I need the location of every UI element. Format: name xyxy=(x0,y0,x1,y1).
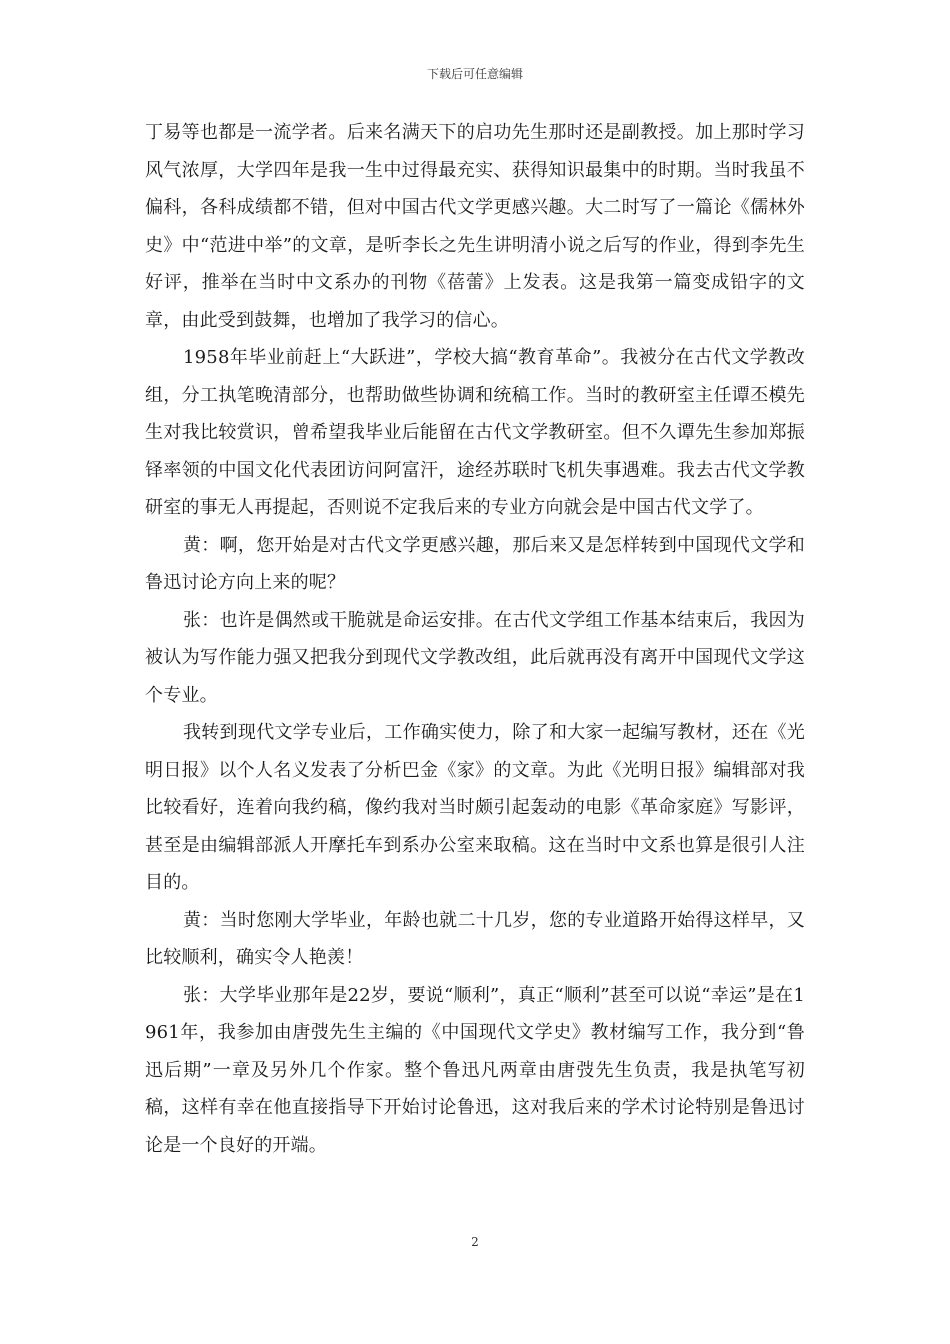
paragraph-5: 我转到现代文学专业后，工作确实使力，除了和大家一起编写教材，还在《光明日报》以个人名义发表了分析巴金《家》的文章。为此《光明日报》编辑部对我比较看好，连着向我约稿，像约我对当时颇引起轰动的电影《革命家庭》写影评，甚至是由编辑部派人开摩托车到系办公室来取稿。这在当时中文系也算是很引人注目的。 xyxy=(145,722,805,893)
paragraph-2: 1958年毕业前赶上“大跃进”，学校大搞“教育革命”。我被分在古代文学教改组，分工执笔晚清部分，也帮助做些协调和统稿工作。当时的教研室主任谭丕模先生对我比较赏识，曾希望我毕业后能留在古代文学教研室。但不久谭先生参加郑振铎率领的中国文化代表团访问阿富汗，途经苏联时飞机失事遇难。我去古代文学教研室的事无人再提起，否则说不定我后来的专业方向就会是中国古代文学了。 xyxy=(145,347,805,518)
document-body xyxy=(145,114,805,1164)
paragraph-4: 张：也许是偶然或干脆就是命运安排。在古代文学组工作基本结束后，我因为被认为写作能力强又把我分到现代文学教改组，此后就再没有离开中国现代文学这个专业。 xyxy=(145,609,805,706)
paragraph-1: 丁易等也都是一流学者。后来名满天下的启功先生那时还是副教授。加上那时学习风气浓厚，大学四年是我一生中过得最充实、获得知识最集中的时期。当时我虽不偏科，各科成绩都不错，但对中国古代文学更感兴趣。大二时写了一篇论《儒林外史》中“范进中举”的文章，是听李长之先生讲明清小说之后写的作业，得到李先生好评，推举在当时中文系办的刊物《蓓蕾》上发表。这是我第一篇变成铅字的文章，由此受到鼓舞，也增加了我学习的信心。 xyxy=(145,122,805,331)
paragraph-3: 黄：啊，您开始是对古代文学更感兴趣，那后来又是怎样转到中国现代文学和鲁迅讨论方向上来的呢？ xyxy=(145,534,805,593)
page-number: 2 xyxy=(471,1235,479,1249)
paragraph-7: 张：大学毕业那年是22岁，要说“顺利”，真正“顺利”甚至可以说“幸运”是在1961年，我参加由唐弢先生主编的《中国现代文学史》教材编写工作，我分到“鲁迅后期”一章及另外几个作家。整个鲁迅凡两章由唐弢先生负责，我是执笔写初稿，这样有幸在他直接指导下开始讨论鲁迅，这对我后来的学术讨论特别是鲁迅讨论是一个良好的开端。 xyxy=(145,984,805,1156)
paragraph-6: 黄：当时您刚大学毕业，年龄也就二十几岁，您的专业道路开始得这样早，又比较顺利，确实令人艳羡！ xyxy=(145,909,805,968)
page-header: 下载后可任意编辑 xyxy=(426,67,523,81)
